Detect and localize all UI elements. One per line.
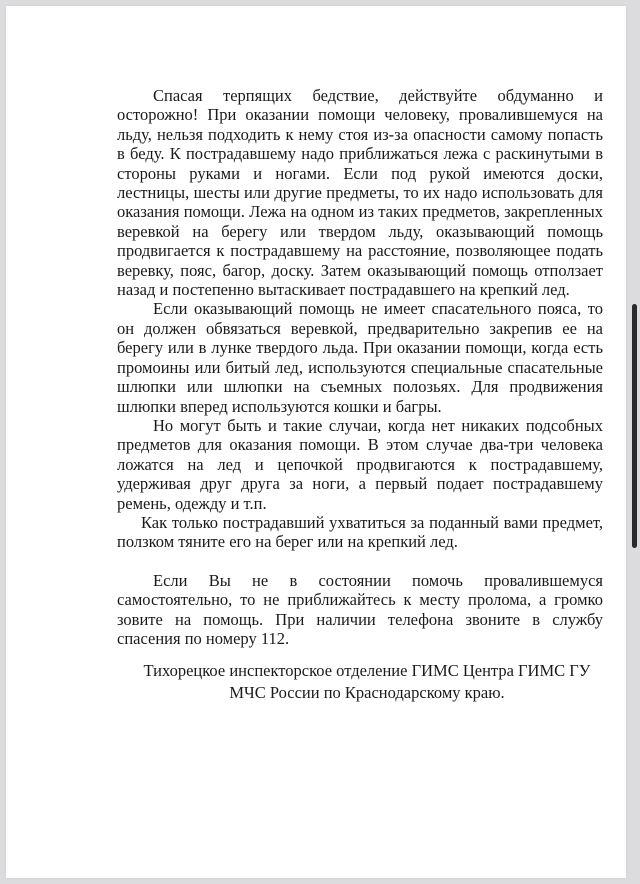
paragraph-call-for-help: Если Вы не в состоянии помочь провалившемуся самостоятельно, то не приближайтесь к месту пролома, а громко зовите на помощь. При наличии телефона звоните в службу спасения по номеру 112. xyxy=(117,570,603,648)
paragraph-rescue-intro: Спасая терпящих бедствие, действуйте обдуманно и осторожно! При оказании помощи человеку, провалившемуся на льду, нельзя подходить к нему стоя из-за опасности самому попасть в беду. К пострадавшему надо приближаться лежа с раскинутыми в стороны руками и ногами. Если под рукой имеются доски, лестницы, шесты или другие предметы, то их надо использовать для оказания помощи. Лежа на одном из таких предметов, закрепленных веревкой на берегу или твердом льду, оказывающий помощь продвигается к пострадавшему на расстояние, позволяющее подать веревку, пояс, багор, доску. Затем оказывающий помощь отползает назад и постепенно вытаскивает пострадавшего на крепкий лед. xyxy=(117,86,603,300)
paragraph-rope-belt: Если оказывающий помощь не имеет спасательного пояса, то он должен обвязаться веревкой, предварительно закрепив ее на берегу или в лунке твердого льда. При оказании помощи, когда есть промоины или битый лед, используются специальные спасательные шлюпки или шлюпки на съемных полозьях. Для продвижения шлюпки вперед используются кошки и багры. xyxy=(117,299,603,416)
document-page xyxy=(6,6,626,878)
vertical-scrollbar[interactable] xyxy=(632,304,637,548)
signature-block xyxy=(117,660,603,704)
paragraph-pull-ashore: Как только пострадавший ухватиться за поданный вами предмет, ползком тяните его на берег или на крепкий лед. xyxy=(117,512,603,552)
paragraph-human-chain: Но могут быть и такие случаи, когда нет никаких подсобных предметов для оказания помощи. В этом случае два-три человека ложатся на лед и цепочкой продвигаются к пострадавшему, удерживая друг друга за ноги, а первый подает пострадавшему ремень, одежду и т.п. xyxy=(117,415,603,513)
signature-line-2: МЧС России по Краснодарскому краю. xyxy=(229,683,505,703)
document-body xyxy=(117,86,603,704)
paragraph-gap xyxy=(117,552,603,571)
signature-line-1: Тихорецкое инспекторское отделение ГИМС Центра ГИМС ГУ xyxy=(143,661,591,681)
